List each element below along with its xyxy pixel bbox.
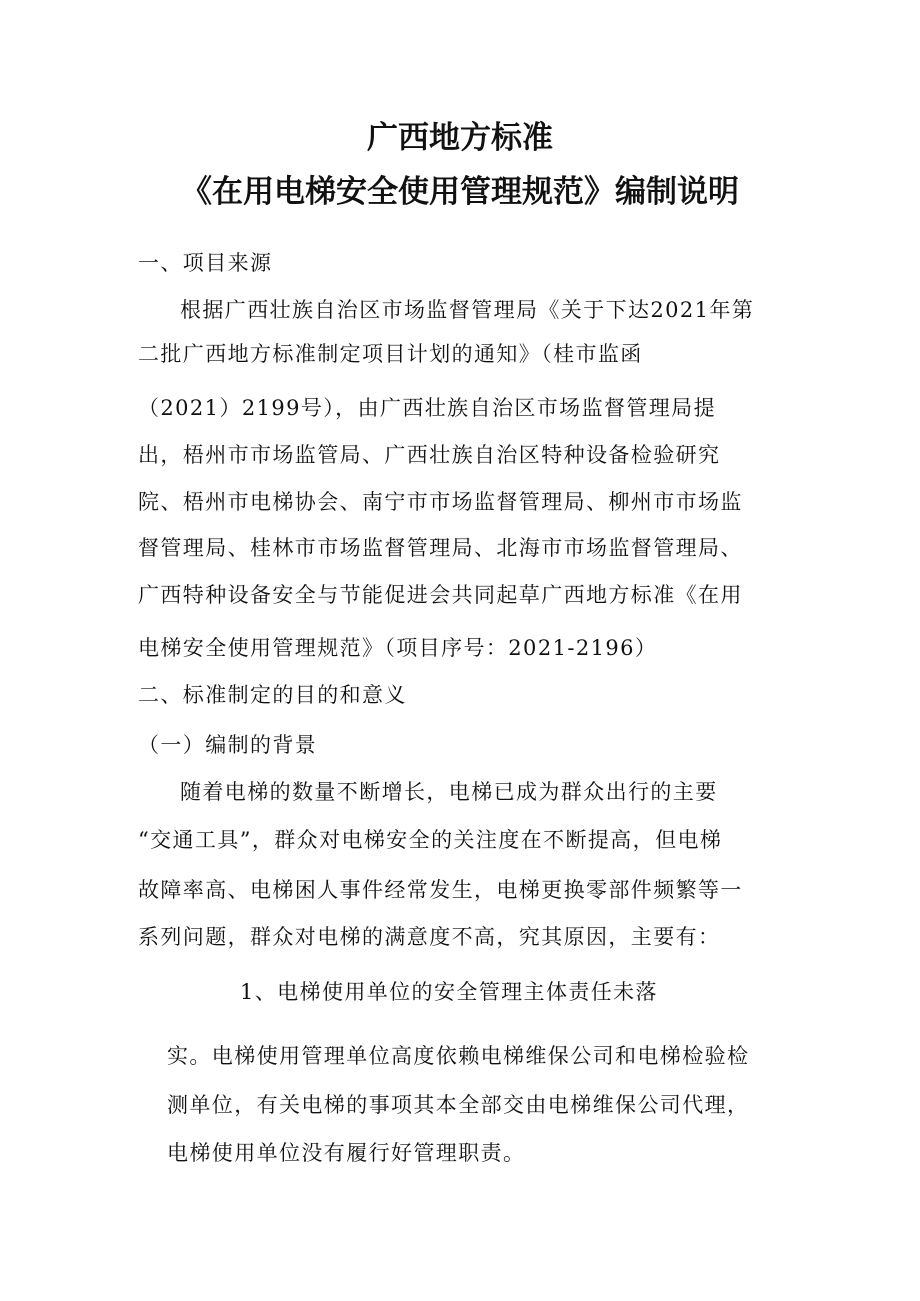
section-heading-1: 一、项目来源 (138, 251, 273, 275)
paragraph-line: “交通工具”，群众对电梯安全的关注度在不断提高，但电梯 (138, 828, 723, 852)
paragraph-line: 督管理局、桂林市市场监督管理局、北海市市场监督管理局、 (138, 536, 743, 560)
paragraph-line: 随着电梯的数量不断增长，电梯已成为群众出行的主要 (180, 780, 718, 804)
paragraph-line: 根据广西壮族自治区市场监督管理局《关于下达2021年第 (180, 298, 755, 322)
paragraph-line: 广西特种设备安全与节能促进会共同起草广西地方标准《在用 (138, 583, 743, 607)
list-item-heading: 1、电梯使用单位的安全管理主体责任未落 (240, 980, 658, 1004)
paragraph-line: （2021）2199号），由广西壮族自治区市场监督管理局提 (138, 396, 716, 420)
paragraph-line: 故障率高、电梯困人事件经常发生，电梯更换零部件频繁等一 (138, 878, 743, 902)
paragraph-line: 院、梧州市电梯协会、南宁市市场监督管理局、柳州市市场监 (138, 490, 743, 514)
section-heading-2: 二、标准制定的目的和意义 (138, 683, 407, 707)
paragraph-line: 实。电梯使用管理单位高度依赖电梯维保公司和电梯检验检 (167, 1044, 750, 1068)
document-title: 广西地方标准 (367, 120, 553, 156)
paragraph-line: 系列问题，群众对电梯的满意度不高，究其原因，主要有： (138, 925, 721, 949)
paragraph-line: 测单位，有关电梯的事项其本全部交由电梯维保公司代理， (167, 1093, 750, 1117)
paragraph-line: 电梯安全使用管理规范》（项目序号：2021-2196） (138, 636, 658, 660)
paragraph-line: 电梯使用单位没有履行好管理职责。 (167, 1141, 526, 1165)
paragraph-line: 二批广西地方标准制定项目计划的通知》（桂市监函 (138, 342, 643, 366)
document-subtitle: 《在用电梯安全使用管理规范》编制说明 (181, 174, 739, 210)
subsection-heading: （一）编制的背景 (138, 733, 318, 757)
paragraph-line: 出，梧州市市场监管局、广西壮族自治区特种设备检验研究 (138, 443, 721, 467)
